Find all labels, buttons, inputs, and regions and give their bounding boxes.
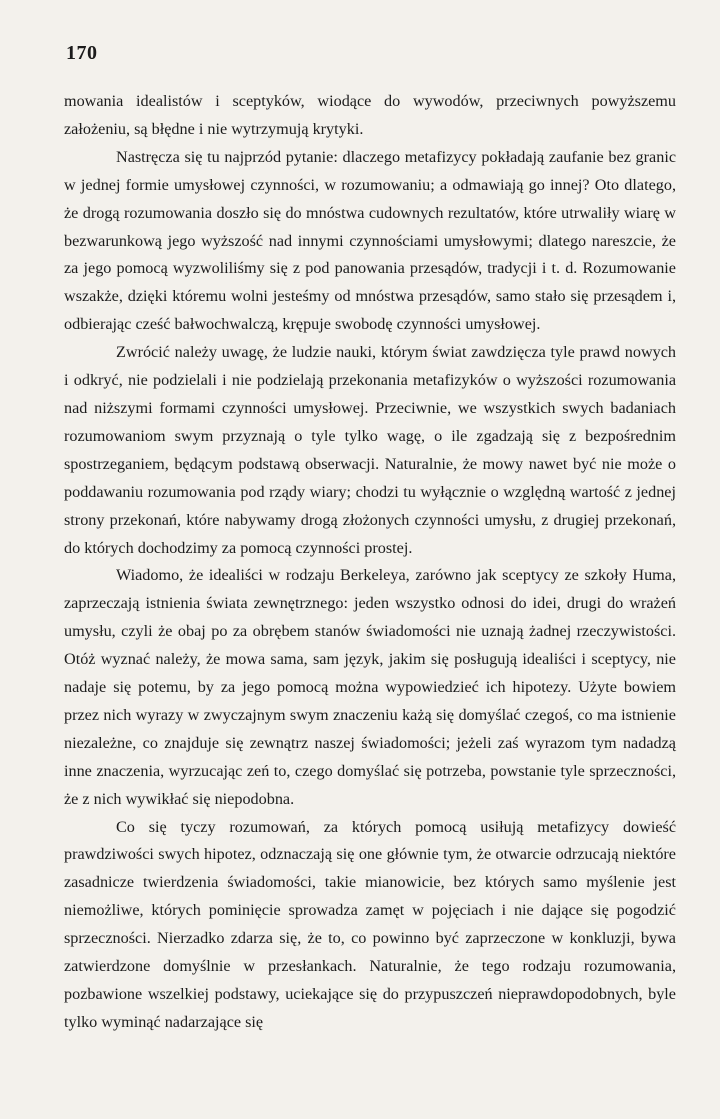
paragraph: Nastręcza się tu najprzód pytanie: dlaczego metafizycy pokładają zaufanie bez granic w jednej formie umysłowej czynności, w rozumowaniu; a odmawiają go innej? Oto dlatego, że drogą rozumowania doszło się do mnóstwa cudownych rezultatów, które utrwaliły wiarę w bezwarunkową jego wyższość nad innymi czynnościami umysłowymi; dlatego nareszcie, że za jego pomocą wyzwoliliśmy się z pod panowania przesądów, tradycji i t. d. Rozumowanie wszakże, dzięki któremu wolni jesteśmy od mnóstwa przesądów, samo stało się przesądem i, odbierając cześć bałwochwalczą, krępuje swobodę czynności umysłowej.	[64, 147, 676, 334]
paragraph: Wiadomo, że idealiści w rodzaju Berkeleya, zarówno jak sceptycy ze szkoły Huma, zaprzeczają istnienia świata zewnętrznego: jeden wszystko odnosi do idei, drugi do wrażeń umysłu, czyli że obaj po za obrębem stanów świadomości nie uznają żadnej rzeczywistości. Otóż wyznać należy, że mowa sama, sam język, jakim się posługują idealiści i sceptycy, nie nadaje się potemu, by za jego pomocą można wypowiedzieć ich hipotezy. Użyte bowiem przez nich wyrazy w zwyczajnym swym znaczeniu każą się domyślać czegoś, co ma istnienie niezależne, co znajduje się zewnątrz naszej świadomości; jeżeli zaś wyrazom tym nadadzą inne znaczenia, wyrzucając zeń to, czego domyślać się potrzeba, powstanie tyle sprzeczności, że z nich wywikłać się niepodobna.	[64, 566, 676, 808]
paragraph: Co się tyczy rozumowań, za których pomocą usiłują metafizycy dowieść prawdziwości swych hipotez, odznaczają się one głównie tym, że otwarcie odrzucają niektóre zasadnicze twierdzenia świadomości, takie mianowicie, bez których samo myślenie jest niemożliwe, których pominięcie sprowadza zamęt w pojęciach i nie dające się pogodzić sprzeczności. Nierzadko zdarza się, że to, co powinno być zaprzeczone w konkluzji, bywa zatwierdzone domyślnie w przesłankach. Naturalnie, że tego rodzaju rozumowania, pozbawione wszelkiej podstawy, uciekające się do przypuszczeń nieprawdopodobnych, byle tylko wyminąć nadarzające się	[64, 817, 676, 1031]
paragraph-continued: mowania idealistów i sceptyków, wiodące do wywodów, przeciwnych powyższemu założeniu, są błędne i nie wytrzymują krytyki.	[64, 92, 676, 138]
paragraph: Zwrócić należy uwagę, że ludzie nauki, którym świat zawdzięcza tyle prawd nowych i odkryć, nie podzielali i nie podzielają przekonania metafizyków o wyższości rozumowania nad niższymi formami czynności umysłowej. Przeciwnie, we wszystkich swych badaniach rozumowaniom swym przyznają o tyle tylko wagę, o ile zgadzają się z bezpośrednim spostrzeganiem, będącym podstawą obserwacji. Naturalnie, że mowy nawet być nie może o poddawaniu rozumowania pod rządy wiary; chodzi tu wyłącznie o względną wartość z jednej strony przekonań, które nabywamy drogą złożonych czynności umysłu, z drugiej przekonań, do których dochodzimy za pomocą czynności prostej.	[64, 343, 676, 557]
page-number: 170	[66, 42, 98, 64]
page-text-body	[64, 88, 676, 1037]
